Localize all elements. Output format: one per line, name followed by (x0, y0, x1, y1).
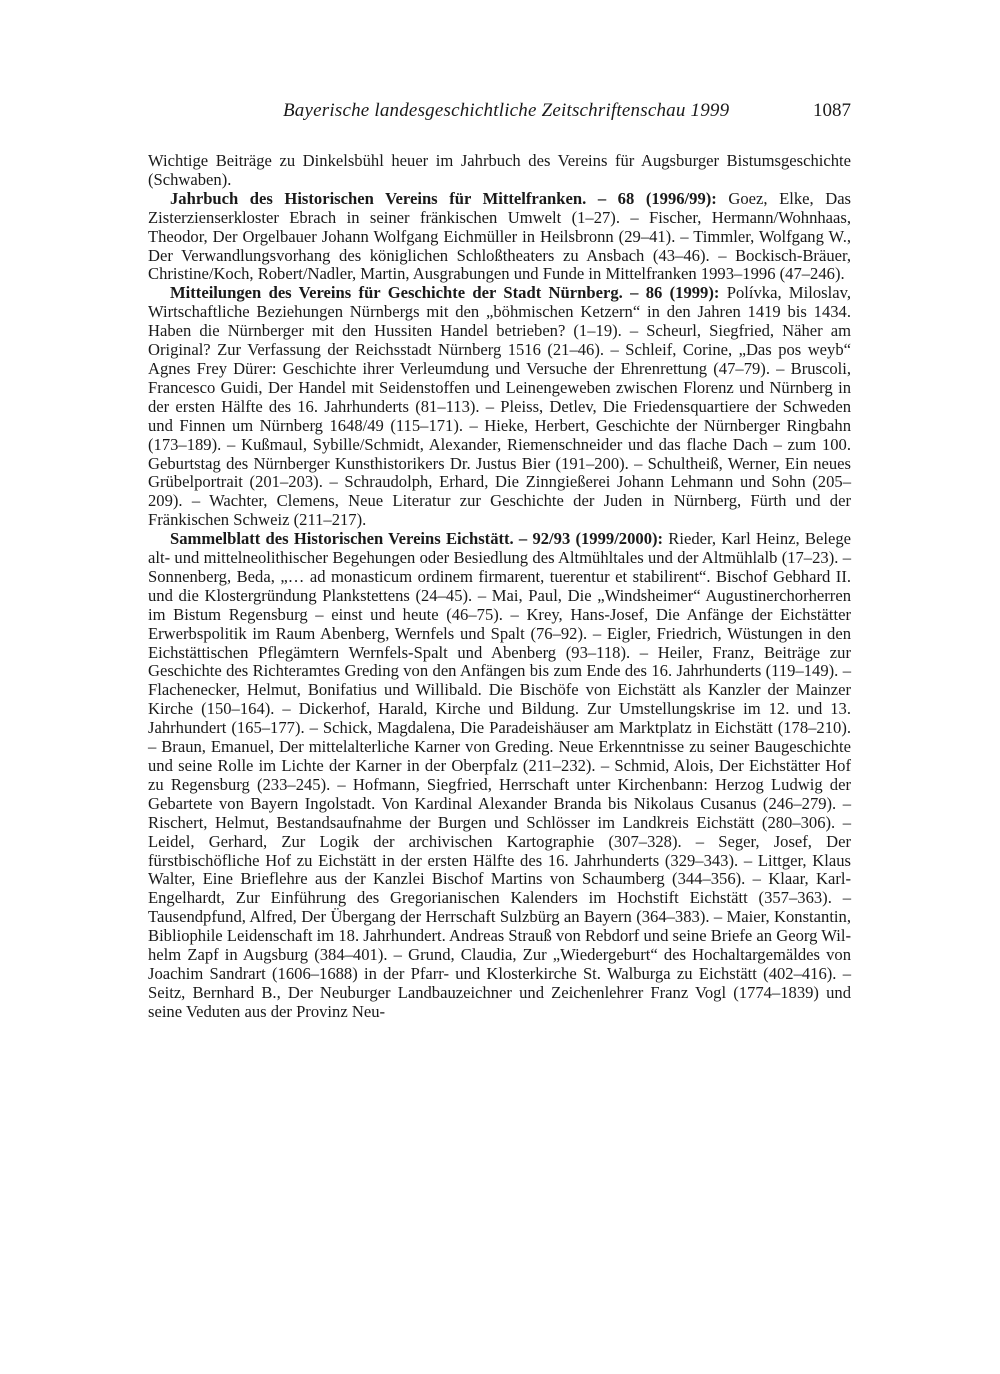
running-title: Bayerische landesgeschichtliche Zeitschriftenschau 1999 (283, 100, 730, 121)
page-number: 1087 (813, 100, 851, 121)
journal-title: Mitteilungen des Vereins für Geschichte der Stadt Nürnberg. – 86 (1999): (170, 283, 720, 303)
entry-contents: Rieder, Karl Heinz, Belege alt- und mittelneolithischer Begehungen oder Besiedlung des Altmühltales und der Altmühlalb (17–23). – Sonnenberg, Beda, „… ad monasticum ordinem firmarent, tuerentur et stabilirent“. Bischof Gebhard II. und die Klostergründung Plankstettens (24–45). – Mai, Paul, Die „Windsheimer“ Augustinerchorherren im Bistum Regensburg – einst und heute (46–75). – Krey, Hans-Josef, Die Anfänge der Eichstätter Erwerbspolitik im Raum Abenberg, Wernfels und Spalt (76–92). – Eigler, Friedrich, Wüstungen in den Eichstättischen Pflegämtern Wernfels-Spalt und Abenberg (93–118). – Heiler, Franz, Beiträge zur Geschichte des Richteramtes Greding von den Anfängen bis zum Ende des 16. Jahrhunderts (119–149). – Flachenecker, Helmut, Bonifatius und Willibald. Die Bischöfe von Eichstätt als Kanzler der Mainzer Kirche (150–164). – Dickerhof, Harald, Kirche und Bildung. Zur Umstellungskrise im 12. und 13. Jahrhundert (165–177). – Schick, Magdalena, Die Paradeishäuser am Marktplatz in Eichstätt (178–210). – Braun, Emanuel, Der mittelalterliche Karner von Greding. Neue Erkenntnisse zu seiner Baugeschichte und seine Rolle im Lichte der Karner in der Oberpfalz (211–232). – Schmid, Alois, Der Eichstätter Hof zu Regensburg (233–245). – Hofmann, Siegfried, Herrschaft unter Kirchenbann: Herzog Ludwig der Gebartete von Bayern Ingolstadt. Von Kardinal Alexander Branda bis Nikolaus Cusanus (246–279). – Rischert, Helmut, Bestandsaufnahme der Burgen und Schlösser im Landkreis Eichstätt (280–306). – Leidel, Gerhard, Zur Logik der archivischen Kartographie (307–328). – Seger, Josef, Der fürstbischöfliche Hof zu Eichstätt in der ersten Hälfte des 16. Jahrhunderts (329–343). – Littger, Klaus Walter, Eine Brieflehre aus der Kanzlei Bischof Martins von Schaumberg (344–356). – Klaar, Karl-Engelhardt, Zur Einführung des Gregorianischen Kalenders im Hochstift Eichstätt (357–363). – Tausendpfund, Alfred, Der Übergang der Herrschaft Sulzbürg an Bayern (364–383). – Maier, Konstantin, Bibliophile Leidenschaft im 18. Jahrhundert. Andreas Strauß von Rebdorf und seine Briefe an Georg Wilhelm Zapf in Augsburg (384–401). – Grund, Claudia, Zur „Wiedergeburt“ des Hochaltargemäldes von Joachim Sandrart (1606–1688) in der Pfarr- und Klosterkirche St. Walburga zu Eichstätt (402–416). – Seitz, Bernhard B., Der Neuburger Landbauzeichner und Zeichenlehrer Franz Vogl (1774–1839) und seine Veduten aus der Provinz Neu- (148, 529, 851, 1021)
entry-nuernberg (148, 284, 851, 530)
paragraph-text: Wichtige Beiträge zu Dinkelsbühl heuer im Jahrbuch des Vereins für Augsburger Bistumsgeschichte (Schwaben). (148, 151, 851, 189)
entry-eichstaett (148, 530, 851, 1022)
journal-title: Sammelblatt des Historischen Vereins Eichstätt. – 92/93 (1999/2000): (170, 529, 664, 549)
entry-contents: Polívka, Miloslav, Wirtschaftliche Beziehungen Nürnbergs mit den „böhmischen Ketzern“ in den Jahren 1419 bis 1434. Haben die Nürnberger mit den Hussiten Handel betrieben? (1–19). – Scheurl, Siegfried, Näher am Original? Zur Verfassung der Reichsstadt Nürnberg 1516 (21–46). – Schleif, Corine, „Das pos weyb“ Agnes Frey Dürer: Geschichte ihrer Verleumdung und Versuche der Ehrenrettung (47–79). – Bruscoli, Francesco Guidi, Der Handel mit Seidenstoffen und Leinengeweben zwischen Florenz und Nürnberg in der ersten Hälfte des 16. Jahrhunderts (81–113). – Pleiss, Detlev, Die Friedensquartiere der Schweden und Finnen um Nürnberg 1648/49 (115–171). – Hieke, Herbert, Geschichte der Nürnberger Ringbahn (173–189). – Kußmaul, Sybille/Schmidt, Alexander, Riemenschneider und das flache Dach – zum 100. Geburtstag des Nürnberger Kunsthistorikers Dr. Justus Bier (191–200). – Schultheiß, Werner, Ein neues Grübelportrait (201–203). – Schraudolph, Erhard, Die Zinngießerei Johann Lehmann und Sohn (205–209). – Wachter, Clemens, Neue Literatur zur Geschichte der Juden in Nürnberg, Fürth und der Fränkischen Schweiz (211–217). (148, 283, 851, 530)
paragraph-dinkelsbuehl-note (148, 152, 851, 190)
journal-title: Jahrbuch des Historischen Vereins für Mittelfranken. – 68 (1996/99): (170, 188, 717, 208)
entry-contents: Goez, Elke, Das Zisterzienserkloster Ebrach in seiner fränkischen Umwelt (1–27). – Fischer, Hermann/Wohnhaas, Theodor, Der Orgelbauer Johann Wolfgang Eichmüller in Heilsbronn (29–41). – Timmler, Wolfgang W., Der Verwandlungsvorhang des königlichen Schloßtheaters zu Ansbach (43–46). – Bockisch-Bräuer, Christine/Koch, Robert/Nadler, Martin, Ausgrabungen und Funde in Mittelfranken 1993–1996 (47–246). (148, 188, 852, 284)
page-header (148, 100, 851, 126)
body-text (148, 152, 851, 1022)
entry-mittelfranken (148, 190, 851, 285)
